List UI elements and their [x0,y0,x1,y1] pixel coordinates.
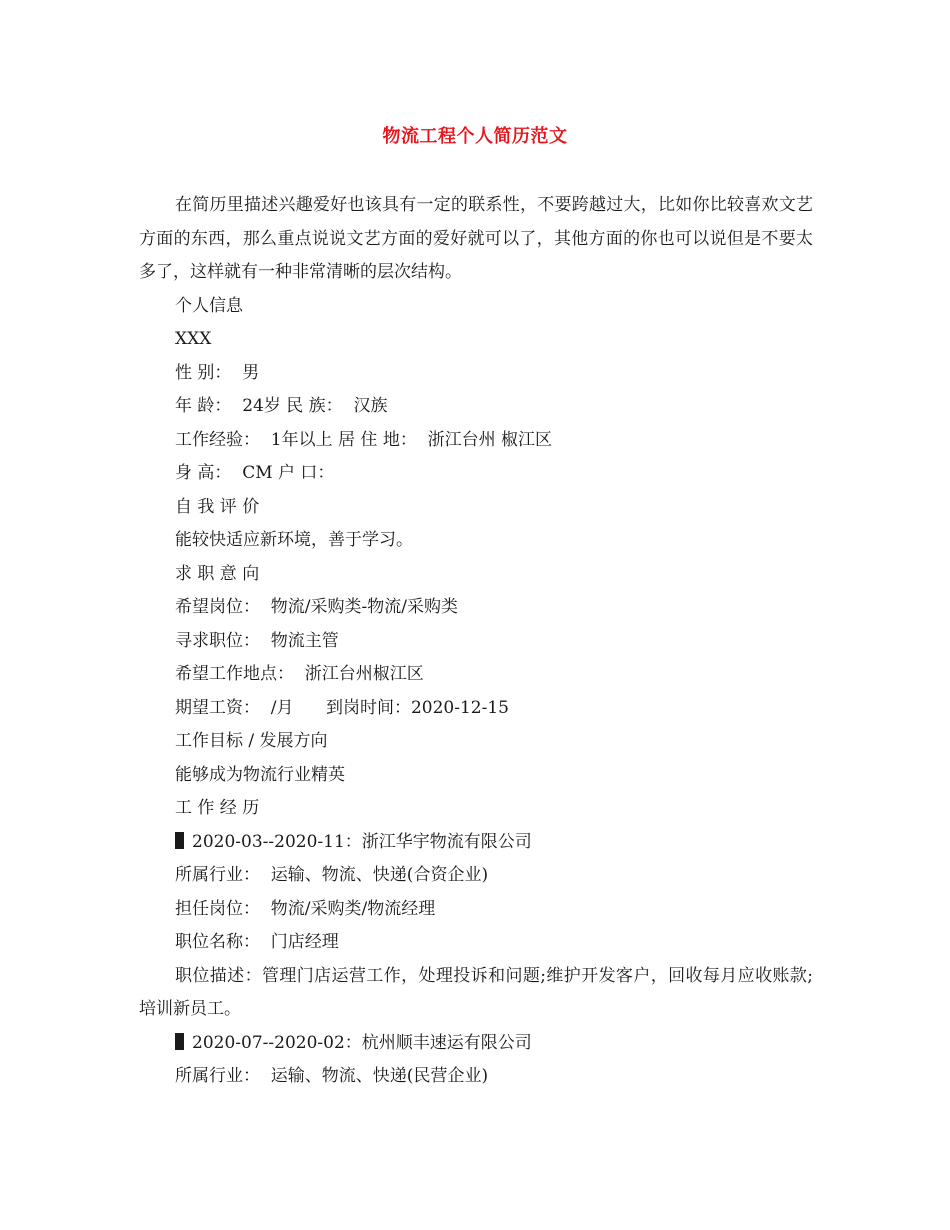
self-eval-heading: 自 我 评 价 [175,496,260,517]
desired-position-line: 希望岗位： 物流/采购类-物流/采购类 [175,597,459,617]
job-intent-heading: 求 职 意 向 [175,563,260,584]
job1-industry: 所属行业： 运输、物流、快递(合资企业) [175,865,489,885]
bullet-block-icon [175,832,184,849]
personal-info-heading: 个人信息 [175,295,243,316]
job2-industry: 所属行业： 运输、物流、快递(民营企业) [175,1066,489,1086]
salary-date-line: 期望工资： /月 到岗时间：2020-12-15 [175,697,509,718]
job1-period-company [139,826,813,860]
bullet-block-icon [175,1033,184,1050]
experience-residence-line: 工作经验： 1年以上 居 住 地： 浙江台州 椒江区 [175,429,553,450]
height-hukou-line: 身 高： CM 户 口： [175,463,335,483]
job1-title: 职位名称： 门店经理 [175,932,339,952]
goal-text: 能够成为物流行业精英 [175,764,345,785]
goal-heading: 工作目标 / 发展方向 [175,731,328,751]
intro-paragraph: 在简历里描述兴趣爱好也该具有一定的联系性，不要跨越过大，比如你比较喜欢文艺方面的东西，那么重点说说文艺方面的爱好就可以了，其他方面的你也可以说但是不要太多了，这样就有一种非常清晰的层次结构。 [139,195,813,282]
job1-period-company-text: 2020-03--2020-11：浙江华宇物流有限公司 [192,831,532,852]
self-eval-text: 能较快适应新环境，善于学习。 [175,530,413,550]
job2-period-company-text: 2020-07--2020-02：杭州顺丰速运有限公司 [192,1032,532,1053]
job1-post: 担任岗位： 物流/采购类/物流经理 [175,898,436,919]
document-body [139,189,813,1094]
name-line: XXX [175,329,212,349]
work-history-heading: 工 作 经 历 [175,798,260,818]
document-title: 物流工程个人简历范文 [382,126,568,147]
job2-period-company [139,1027,813,1061]
desired-location-line: 希望工作地点： 浙江台州椒江区 [175,664,424,684]
gender-line: 性 别： 男 [175,362,260,383]
age-ethnic-line: 年 龄： 24岁 民 族： 汉族 [175,396,388,416]
job1-description: 职位描述：管理门店运营工作，处理投诉和问题;维护开发客户，回收每月应收账款;培训新员工。 [139,965,813,1019]
seek-position-line: 寻求职位： 物流主管 [175,630,339,651]
